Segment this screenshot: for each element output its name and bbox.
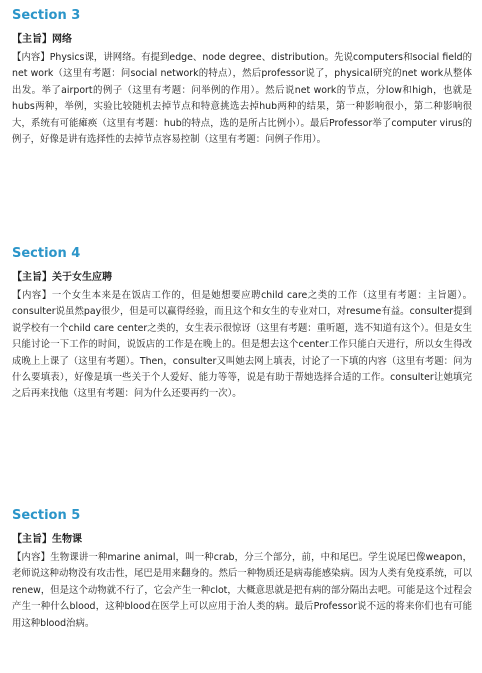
section-content: 【内容】生物课讲一种marine animal，叫一种crab，分三个部分，前，中和尾巴。学生说尾巴像weapon，老师说这种动物没有攻击性，尾巴是用来翻身的。然后一种物质还是病毒能感染病。因为人类有免疫系统，可以renew，但是这个动物就不行了，它会产生一种clot，大概意思就是把有病的部分隔出去吧。可能是这个过程会产生一种什么blood，这种blood在医学上可以应用于治人类的病。最后Professor说不远的将来你们也有可能用这种blood治病。	[12, 552, 472, 629]
section-title: Section 5	[12, 508, 81, 523]
section-topic: 【主旨】网络	[12, 34, 72, 45]
section-4	[12, 246, 472, 403]
section-content: 【内容】Physics课，讲网络。有提到edge、node degree、distribution。先说computers和social field的net work（这里有考题：问social network的特点），然后professor说了，physical研究的net work从整体出发。举了airport的例子（这里有考题：问举例的作用）。然后说net work的节点，分low和high，也就是hubs两种，举例，实验比较随机去掉节点和特意挑选去掉hub两种的结果，第一种影响很小，第二种影响很大，系统有可能瘫痪（这里有考题：hub的特点，选的是所占比例小）。最后Professor举了computer virus的例子，好像是讲有选择性的去掉节点容易控制（这里有考题：问例子作用）。	[12, 52, 472, 146]
section-title: Section 4	[12, 246, 81, 261]
section-3	[12, 8, 472, 148]
section-5	[12, 508, 472, 632]
section-topic: 【主旨】生物课	[12, 534, 82, 545]
section-content: 【内容】一个女生本来是在饭店工作的，但是她想要应聘child care之类的工作（这里有考题：主旨题）。consulter说虽然pay很少，但是可以赢得经验，而且这个和女生的专业对口，对resume有益。consulter提到说学校有一个child care center之类的，女生表示很惊讶（这里有考题：重听题，选不知道有这个）。但是女生只能讨论一下工作的时间，说饭店的工作是在晚上的。但是想去这个center工作只能白天进行，所以女生得改成晚上上课了（这里有考题）。Then，consulter又叫她去网上填表，讨论了一下填的内容（这里有考题：问为什么要填表），好像是填一些关于个人爱好、能力等等，说是有助于帮她选择合适的工作。consulter让她填完之后再来找他（这里有考题：问为什么还要再约一次）。	[12, 290, 472, 400]
section-topic: 【主旨】关于女生应聘	[12, 272, 112, 283]
section-title: Section 3	[12, 8, 81, 23]
